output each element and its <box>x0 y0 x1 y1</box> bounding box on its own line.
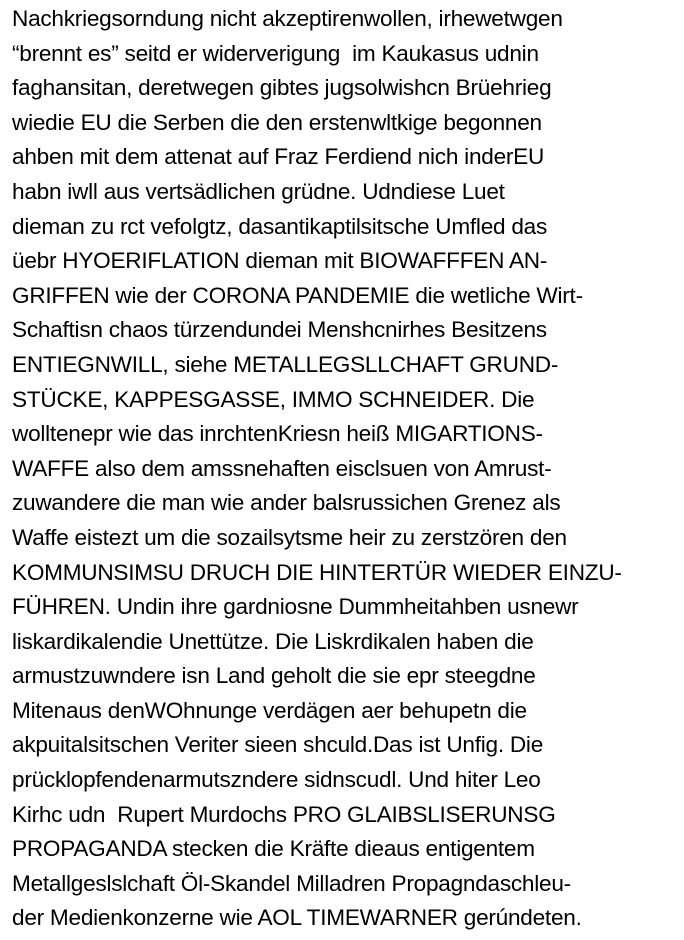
text-line: armustzuwndere isn Land geholt die sie epr steegdne <box>12 663 536 689</box>
text-line: Waffe eistezt um die sozailsytsme heir zu zerstzören den <box>12 524 567 550</box>
text-line: habn iwll aus vertsädlichen grüdne. Udndiese Luet <box>12 178 505 204</box>
text-line: STÜCKE, KAPPESGASSE, IMMO SCHNEIDER. Die <box>12 386 535 412</box>
text-line: Kirhc udn Rupert Murdochs PRO GLAIBSLISERUNSG <box>12 801 556 827</box>
text-line: WAFFE also dem amssnehaften eisclsuen von Amrust- <box>12 455 552 481</box>
text-line: akpuitalsitschen Veriter sieen shculd.Das ist Unfig. Die <box>12 732 544 758</box>
text-line: Schaftisn chaos türzendundei Menshcnirhes Besitzens <box>12 317 547 343</box>
body-text <box>12 2 680 936</box>
text-line: Nachkriegsorndung nicht akzeptirenwollen, irhewetwgen <box>12 6 563 31</box>
text-line: wolltenepr wie das inrchtenKriesn heiß MIGARTIONS- <box>12 421 543 447</box>
text-line: KOMMUNSIMSU DRUCH DIE HINTERTÜR WIEDER EINZU- <box>12 559 622 585</box>
text-line: PROPAGANDA stecken die Kräfte dieaus entigentem <box>12 836 535 862</box>
text-line: wiedie EU die Serben die den erstenwltkige begonnen <box>12 109 542 135</box>
text-line: ahben mit dem attenat auf Fraz Ferdiend nich inderEU <box>12 144 545 170</box>
text-line: üebr HYOERIFLATION dieman mit BIOWAFFFEN AN- <box>12 248 548 274</box>
text-line: GRIFFEN wie der CORONA PANDEMIE die wetliche Wirt- <box>12 282 583 308</box>
text-line: zuwandere die man wie ander balsrussichen Grenez als <box>12 490 561 516</box>
text-line: Metallgeslslchaft Öl-Skandel Milladren Propagndaschleu- <box>12 870 571 896</box>
text-line: faghansitan, deretwegen gibtes jugsolwishcn Brüehrieg <box>12 75 552 101</box>
text-line: prücklopfendenarmutszndere sidnscudl. Und hiter Leo <box>12 767 541 793</box>
text-line: dieman zu rct vefolgtz, dasantikaptilsitsche Umfled das <box>12 213 548 239</box>
text-line: liskardikalendie Unettütze. Die Liskrdikalen haben die <box>12 628 534 654</box>
text-line: der Medienkonzerne wie AOL TIMEWARNER gerúndeten. <box>12 905 582 931</box>
text-line: ENTIEGNWILL, siehe METALLEGSLLCHAFT GRUND- <box>12 351 559 377</box>
text-line: “brennt es” seitd er widerverigung im Kaukasus udnin <box>12 40 539 66</box>
text-line: FÜHREN. Undin ihre gardniosne Dummheitahben usnewr <box>12 594 579 620</box>
text-line: Mitenaus denWOhnunge verdägen aer behupetn die <box>12 697 527 723</box>
